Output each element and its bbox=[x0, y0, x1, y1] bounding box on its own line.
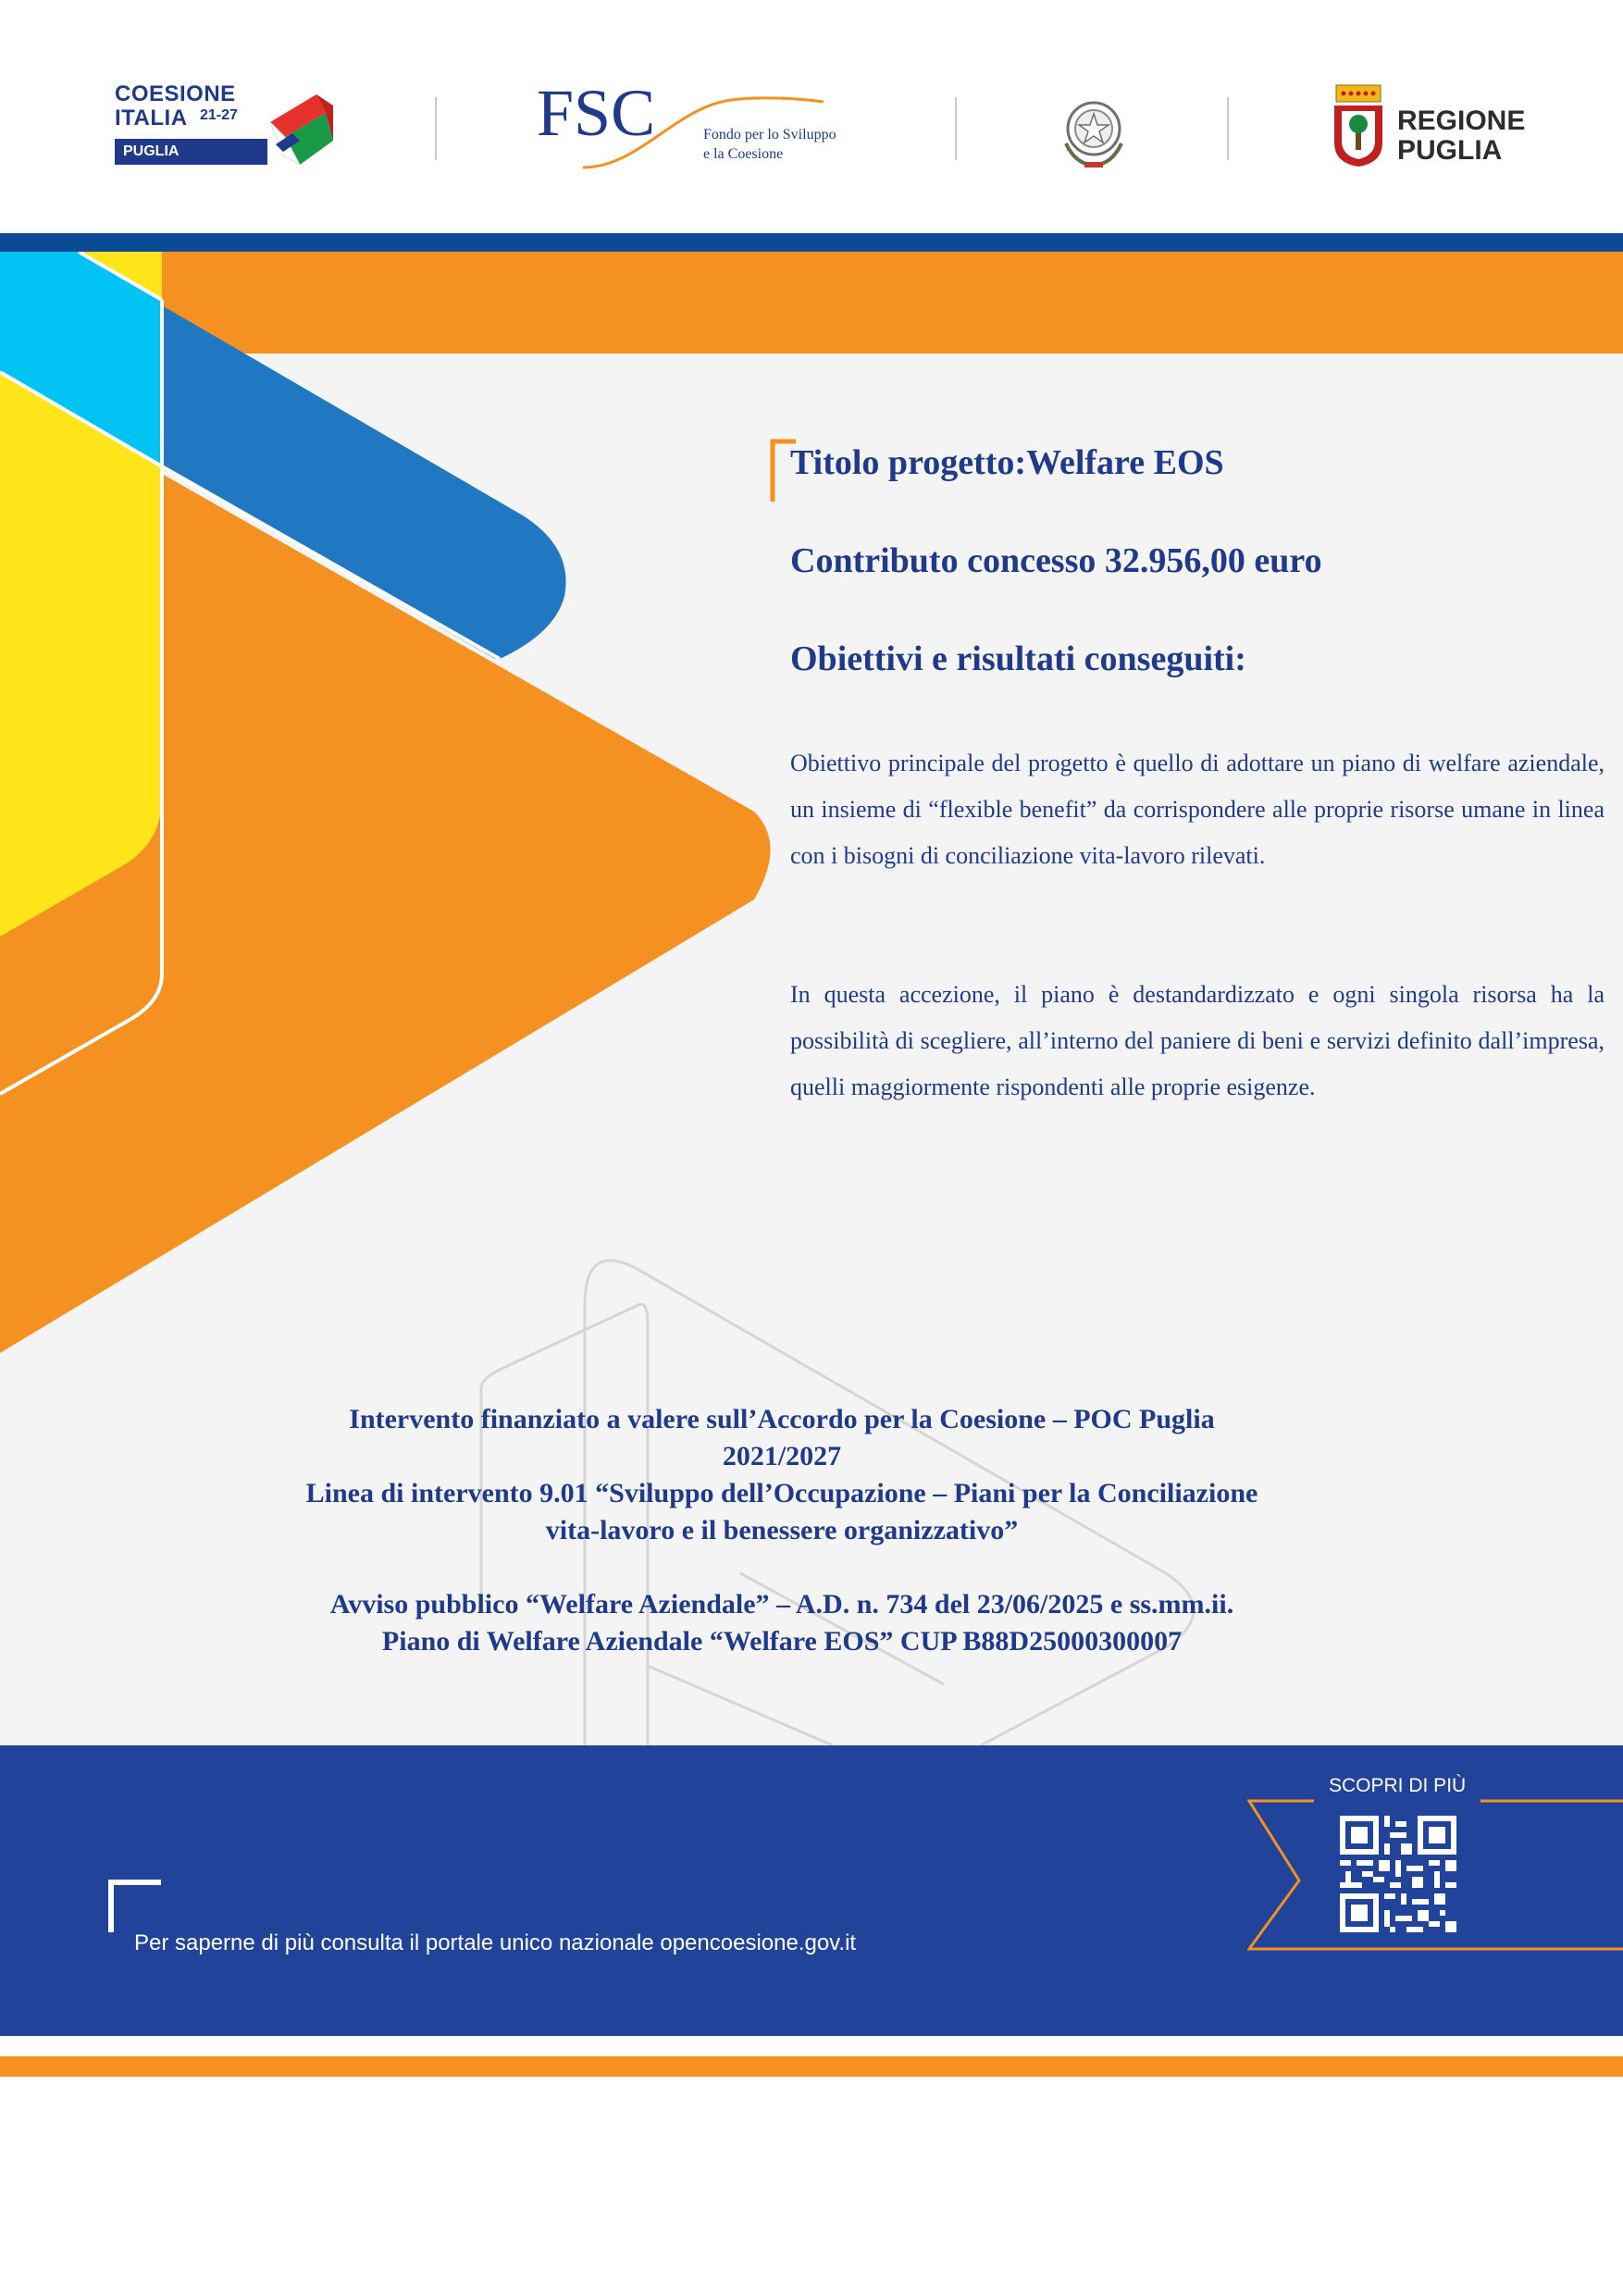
footer-bracket-icon bbox=[107, 1879, 163, 1934]
decorative-shapes bbox=[0, 252, 833, 1362]
footer-portal-text: Per saperne di più consulta il portale unico nazionale opencoesione.gov.it bbox=[134, 1930, 857, 1955]
coesione-logo-badge-text: PUGLIA bbox=[123, 143, 180, 159]
coesione-logo bbox=[115, 81, 337, 174]
funding-line-3: Linea di intervento 9.01 “Sviluppo dell’Occupazione – Piani per la Conciliazione bbox=[305, 1478, 1258, 1508]
funding-line-6: Piano di Welfare Aziendale “Welfare EOS” CUP B88D25000300007 bbox=[381, 1626, 1183, 1657]
funding-block bbox=[204, 1401, 1360, 1660]
coesione-logo-line1: COESIONE bbox=[115, 81, 236, 106]
qr-label: SCOPRI DI PIÙ bbox=[1329, 1775, 1467, 1796]
fsc-logo-line2: e la Coesione bbox=[703, 146, 784, 162]
fsc-logo bbox=[537, 76, 851, 178]
coesione-logo-line2: ITALIA bbox=[115, 105, 188, 130]
objectives-paragraph-2: In questa accezione, il piano è destandardizzato e ogni singola risorsa ha la possibilità di scegliere, all’interno del paniere di beni e servizi definito dall’impresa, quelli maggiormente rispondenti alle proprie esigenze. bbox=[790, 981, 1604, 1100]
project-title: Titolo progetto:Welfare EOS bbox=[790, 443, 1224, 482]
objectives-paragraph-1: Obiettivo principale del progetto è quello di adottare un piano di welfare aziendale, un insieme di “flexible benefit” da corrispondere alle proprie risorse umane in linea con i bisogni di conciliazione vita-lavoro rilevati. bbox=[790, 750, 1604, 869]
funding-line-2: 2021/2027 bbox=[722, 1441, 842, 1471]
header-separator bbox=[955, 97, 957, 160]
fsc-logo-acronym: FSC bbox=[537, 76, 656, 150]
italian-emblem-icon bbox=[1057, 88, 1131, 171]
header bbox=[0, 0, 1623, 233]
bottom-orange-band bbox=[0, 2056, 1623, 2077]
footer bbox=[0, 1745, 1623, 2036]
coesione-logo-years: 21-27 bbox=[200, 107, 238, 123]
header-divider-band bbox=[0, 233, 1623, 252]
fsc-logo-line1: Fondo per lo Sviluppo bbox=[703, 127, 836, 143]
regione-puglia-crest-icon bbox=[1331, 83, 1386, 168]
coesione-logo-icon bbox=[252, 85, 337, 170]
project-contribution: Contributo concesso 32.956,00 euro bbox=[790, 541, 1322, 580]
funding-line-4: vita-lavoro e il benessere organizzativo” bbox=[545, 1515, 1019, 1545]
funding-line-1: Intervento finanziato a valere sull’Accordo per la Coesione – POC Puglia bbox=[349, 1404, 1215, 1434]
qr-code-icon[interactable] bbox=[1340, 1816, 1456, 1932]
regione-puglia-line2: PUGLIA bbox=[1397, 135, 1503, 166]
regione-puglia-line1: REGIONE bbox=[1397, 105, 1526, 136]
header-separator bbox=[1227, 97, 1229, 160]
header-separator bbox=[435, 97, 437, 160]
regione-puglia-logo bbox=[1331, 83, 1534, 176]
funding-line-5: Avviso pubblico “Welfare Aziendale” – A.D. n. 734 del 23/06/2025 e ss.mm.ii. bbox=[329, 1589, 1234, 1620]
objectives-heading: Obiettivi e risultati conseguiti: bbox=[790, 639, 1246, 678]
coesione-logo-badge bbox=[115, 139, 267, 165]
